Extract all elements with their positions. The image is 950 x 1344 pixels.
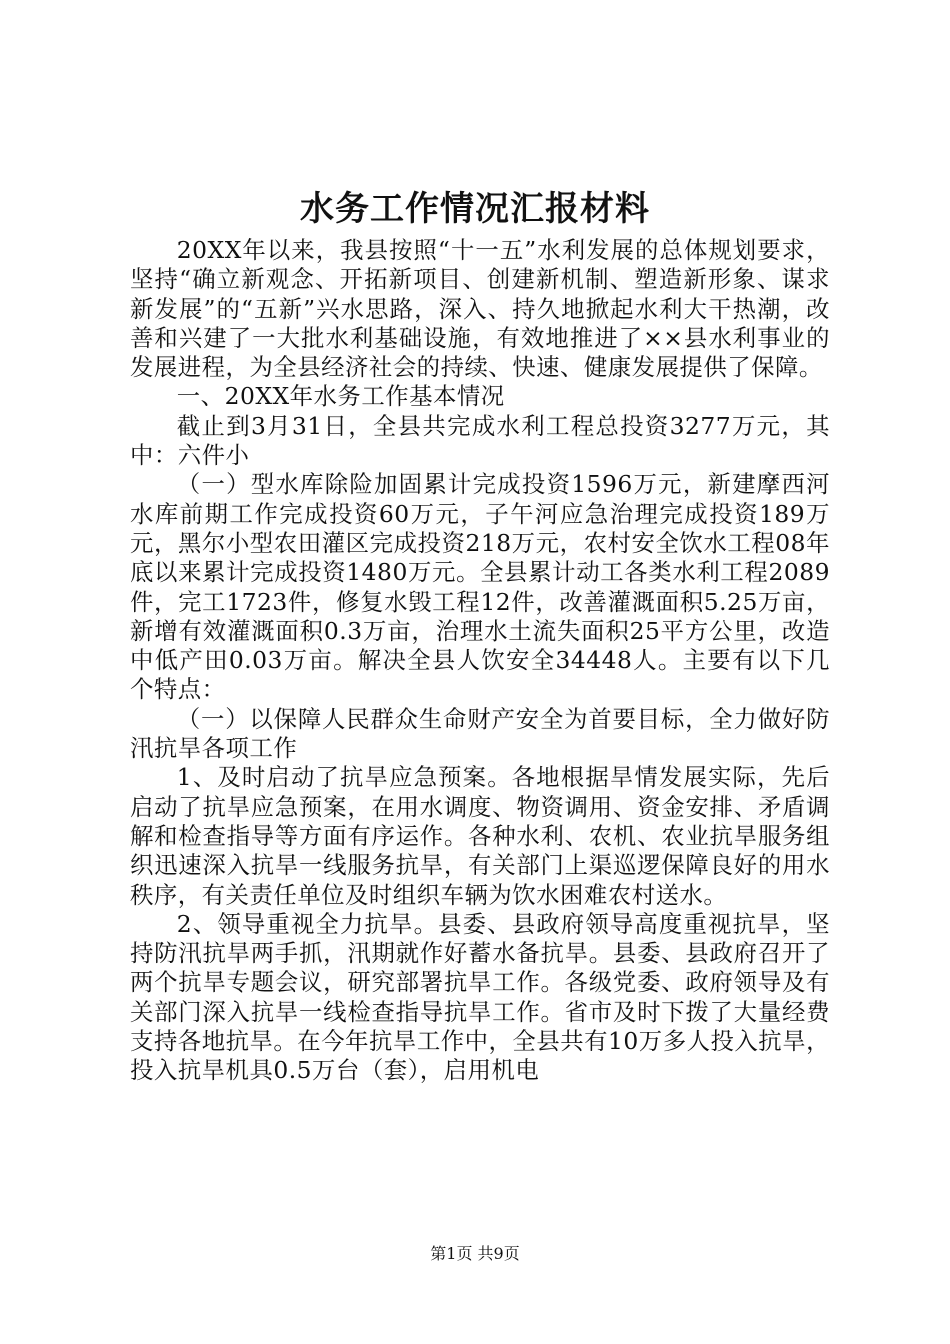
- drought-plan-paragraph: 1、及时启动了抗旱应急预案。各地根据旱情发展实际，先后启动了抗旱应急预案，在用水调度、物资调用、资金安排、矛盾调解和检查指导等方面有序运作。各种水利、农机、农业抗旱服务组织迅速深入抗旱一线服务抗旱，有关部门上渠巡逻保障良好的用水秩序，有关责任单位及时组织车辆为饮水困难农村送水。: [130, 763, 830, 909]
- intro-paragraph: 20XX年以来，我县按照“十一五”水利发展的总体规划要求，坚持“确立新观念、开拓新项目、创建新机制、塑造新形象、谋求新发展”的“五新”兴水思路，深入、持久地掀起水利大干热潮，改善和兴建了一大批水利基础设施，有效地推进了××县水利事业的发展进程，为全县经济社会的持续、快速、健康发展提供了保障。: [130, 236, 830, 382]
- subsection-heading: （一）以保障人民群众生命财产安全为首要目标，全力做好防汛抗旱各项工作: [130, 704, 830, 763]
- section-heading: 一、20XX年水务工作基本情况: [176, 382, 505, 411]
- document-body: [130, 236, 830, 1086]
- leadership-paragraph: 2、领导重视全力抗旱。县委、县政府领导高度重视抗旱，坚持防汛抗旱两手抓，汛期就作好蓄水备抗旱。县委、县政府召开了两个抗旱专题会议，研究部署抗旱工作。各级党委、政府领导及有关部门深入抗旱一线检查指导抗旱工作。省市及时下拨了大量经费支持各地抗旱。在今年抗旱工作中，全县共有10万多人投入抗旱，投入抗旱机具0.5万台（套），启用机电: [130, 909, 830, 1085]
- page-number: 第1页 共9页: [430, 1244, 520, 1263]
- investment-paragraph: 截止到3月31日，全县共完成水利工程总投资3277万元，其中：六件小: [130, 411, 830, 470]
- document-title: 水务工作情况汇报材料: [300, 189, 650, 229]
- investment-detail-paragraph: （一）型水库除险加固累计完成投资1596万元，新建摩西河水库前期工作完成投资60万元，子午河应急治理完成投资189万元，黑尔小型农田灌区完成投资218万元，农村安全饮水工程08年底以来累计完成投资1480万元。全县累计动工各类水利工程2089件，完工1723件，修复水毁工程12件，改善灌溉面积5.25万亩，新增有效灌溉面积0.3万亩，治理水土流失面积25平方公里，改造中低产田0.03万亩。解决全县人饮安全34448人。主要有以下几个特点：: [130, 470, 830, 704]
